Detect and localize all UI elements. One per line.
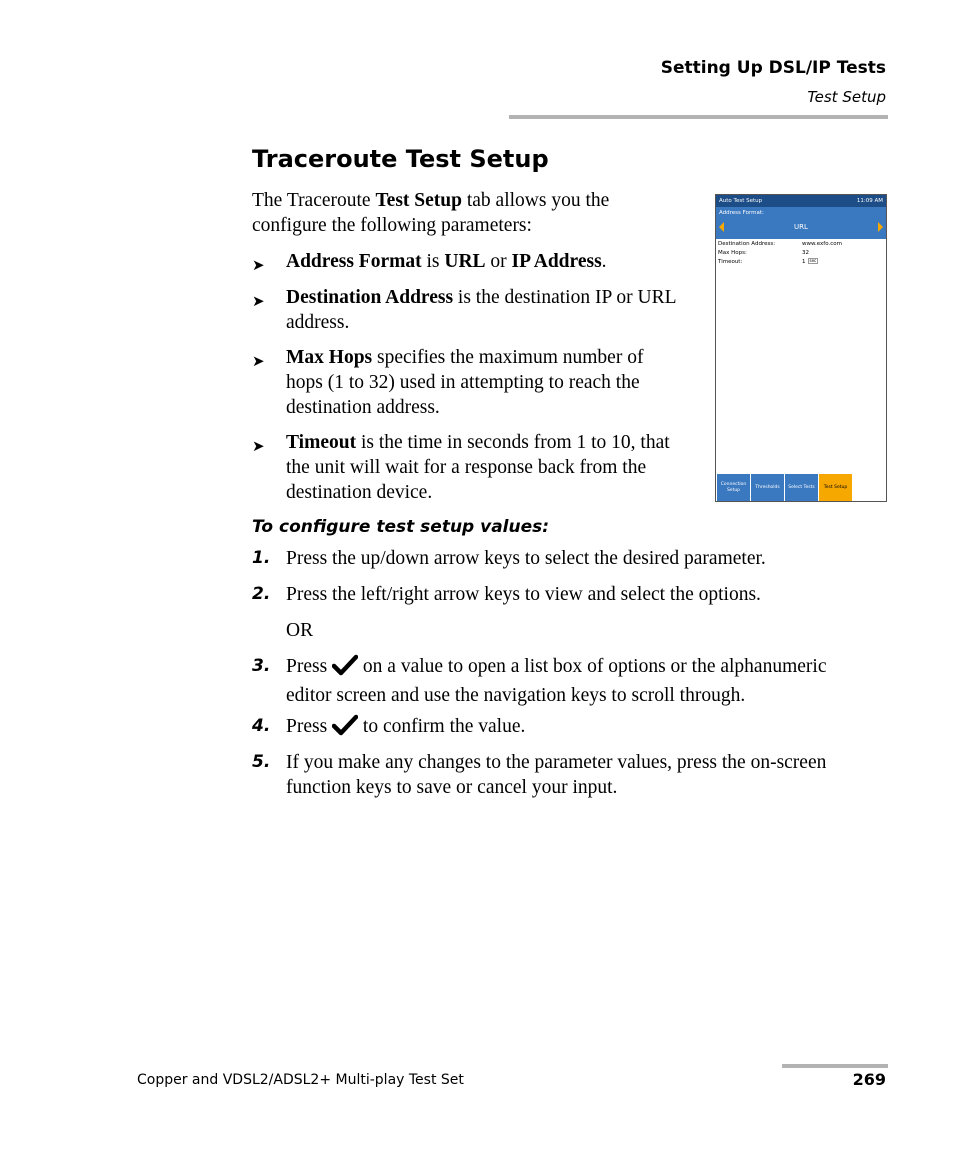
bullet-text: is: [421, 251, 445, 272]
address-format-selector[interactable]: [716, 207, 886, 239]
arrow-right-icon[interactable]: [878, 222, 883, 232]
bullet-arrow-icon: ➤: [252, 354, 265, 370]
bullet-text: destination device.: [286, 482, 433, 503]
bullet-text: specifies the maximum number of: [372, 347, 644, 368]
step-number: 2.: [252, 584, 271, 604]
step-text: If you make any changes to the parameter values, press the on-screen: [286, 752, 827, 773]
checkmark-icon: [332, 714, 358, 743]
bullet-text: destination address.: [286, 397, 440, 418]
tab-thresholds[interactable]: Thresholds: [751, 474, 784, 501]
intro-suffix: tab allows you the: [461, 190, 610, 211]
device-time: 11:09 AM: [856, 198, 883, 204]
intro-line2: configure the following parameters:: [252, 215, 532, 236]
step-4-text: [286, 714, 525, 743]
row-value: 1: [802, 259, 806, 265]
step-text: on a value to open a list box of options or the alphanumeric: [358, 656, 827, 677]
bullet-term: Timeout: [286, 432, 357, 453]
device-tab-bar: [716, 474, 886, 501]
step-text: function keys to save or cancel your input.: [286, 777, 618, 798]
step-2-text: Press the left/right arrow keys to view and select the options.: [286, 584, 761, 605]
bullet-arrow-icon: ➤: [252, 439, 265, 455]
bullet-address-format: [286, 249, 607, 274]
bullet-text: hops (1 to 32) used in attempting to reach the: [286, 372, 640, 393]
device-title-bar: [716, 195, 886, 207]
address-format-value: URL: [794, 223, 808, 231]
tab-select-tests[interactable]: Select Tests: [785, 474, 818, 501]
row-value-wrap: [802, 257, 818, 267]
step-text: to confirm the value.: [358, 716, 526, 737]
step-3-text: [286, 654, 826, 708]
tab-connection-setup[interactable]: Connection Setup: [717, 474, 750, 501]
timeout-row[interactable]: [718, 257, 884, 267]
bullet-text: address.: [286, 312, 350, 333]
page-number: 269: [852, 1070, 886, 1089]
or-text: OR: [286, 620, 314, 641]
section-title: Traceroute Test Setup: [252, 145, 549, 173]
procedure-title: To configure test setup values:: [252, 517, 550, 537]
bullet-arrow-icon: ➤: [252, 258, 265, 274]
bullet-destination-address: [286, 285, 677, 335]
header-rule: [509, 115, 888, 119]
checkmark-icon: [332, 654, 358, 683]
intro-paragraph: [252, 188, 609, 238]
bullet-text: .: [601, 251, 607, 272]
bullet-timeout: [286, 430, 670, 505]
bullet-text: is the time in seconds from 1 to 10, that: [356, 432, 670, 453]
chapter-title: Setting Up DSL/IP Tests: [660, 58, 886, 78]
row-unit: sec: [809, 258, 817, 263]
footer-product: Copper and VDSL2/ADSL2+ Multi-play Test Set: [137, 1072, 464, 1088]
step-text: Press: [286, 716, 333, 737]
step-number: 1.: [252, 548, 271, 568]
row-key: Timeout:: [718, 259, 743, 265]
bullet-max-hops: [286, 345, 643, 420]
row-key: Destination Address:: [718, 241, 776, 247]
step-text: editor screen and use the navigation keys to scroll through.: [286, 685, 746, 706]
intro-bold: Test Setup: [375, 190, 462, 211]
bullet-term: URL: [444, 251, 486, 272]
intro-prefix: The Traceroute: [252, 190, 376, 211]
bullet-term: Max Hops: [286, 347, 373, 368]
bullet-term: IP Address: [511, 251, 602, 272]
row-key: Max Hops:: [718, 250, 747, 256]
step-text: Press: [286, 656, 333, 677]
footer-rule: [782, 1064, 888, 1068]
step-1-text: Press the up/down arrow keys to select the desired parameter.: [286, 548, 766, 569]
address-format-label: Address Format:: [719, 210, 764, 216]
step-number: 5.: [252, 752, 271, 772]
bullet-text: the unit will wait for a response back from the: [286, 457, 647, 478]
row-value: 32: [802, 250, 809, 256]
bullet-term: Destination Address: [286, 287, 454, 308]
bullet-text: or: [485, 251, 512, 272]
row-value: www.exfo.com: [802, 241, 842, 247]
tab-test-setup[interactable]: Test Setup: [819, 474, 852, 501]
bullet-arrow-icon: ➤: [252, 294, 265, 310]
step-5-text: [286, 750, 826, 800]
arrow-left-icon[interactable]: [719, 222, 724, 232]
section-subtitle: Test Setup: [807, 88, 886, 106]
device-title: Auto Test Setup: [719, 198, 763, 204]
step-number: 4.: [252, 716, 271, 736]
step-number: 3.: [252, 656, 271, 676]
bullet-text: is the destination IP or URL: [453, 287, 677, 308]
bullet-term: Address Format: [286, 251, 422, 272]
device-screenshot: [715, 194, 887, 502]
